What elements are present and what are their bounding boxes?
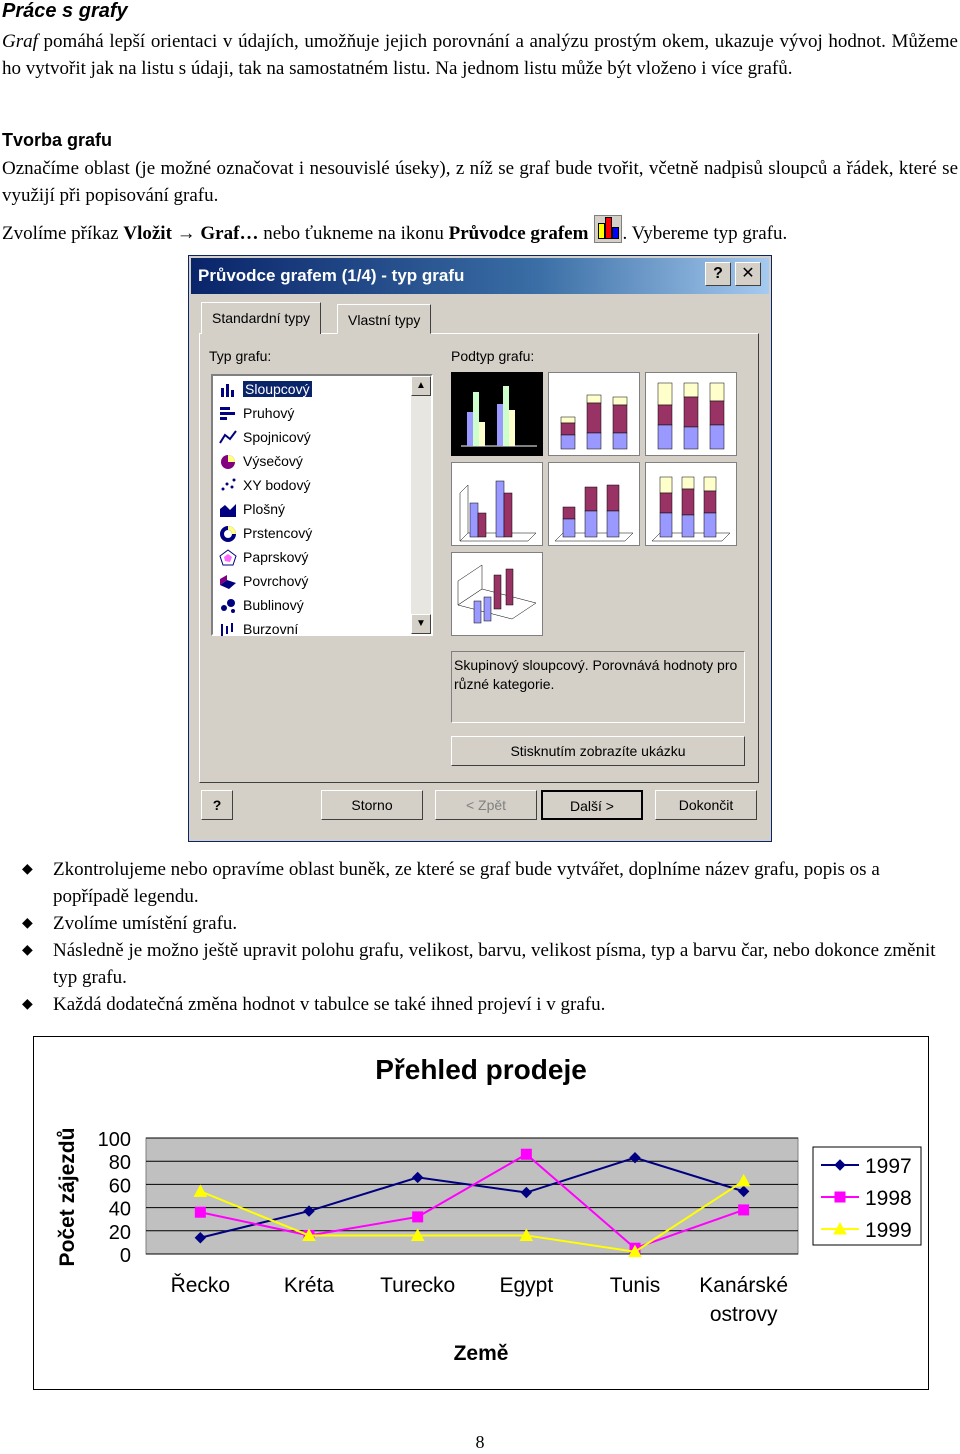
x-tick-label: Turecko xyxy=(380,1274,456,1297)
text2-a: Zvolíme příkaz xyxy=(2,223,124,244)
page-number: 8 xyxy=(475,1432,485,1452)
chart-title: Přehled prodeje xyxy=(375,1054,587,1085)
press-to-view-sample-button[interactable]: Stisknutím zobrazíte ukázku xyxy=(451,736,745,766)
area-chart-icon xyxy=(219,501,237,518)
intro-text: pomáhá lepší orientaci v údajích, umožňuje jejich porovnání a analýzu prostým okem, ukazuje vývoj hodnot. Můžeme ho vytvořit jak na listu s údaji, tak na samostatném listu. Na jednom listu může být vloženo i více grafů. xyxy=(2,31,958,79)
chart-type-label-text: Povrchový xyxy=(243,573,309,589)
back-button[interactable]: < Zpět xyxy=(435,790,537,820)
chart-type-label-text: Bublinový xyxy=(243,597,304,613)
data-point xyxy=(413,1212,423,1222)
chart-type-label-text: XY bodový xyxy=(243,477,311,493)
sales-chart xyxy=(33,1036,929,1390)
chart-wizard-dialog xyxy=(188,255,772,842)
page-heading: Práce s grafy xyxy=(2,0,128,22)
bar-chart-icon xyxy=(219,405,237,422)
dialog-title: Průvodce grafem (1/4) - typ grafu xyxy=(198,266,465,285)
data-point xyxy=(739,1205,749,1215)
list-item xyxy=(22,937,958,991)
chart-wizard-icon xyxy=(594,215,622,243)
sales-chart-svg xyxy=(34,1037,928,1389)
bubble-chart-icon xyxy=(219,597,237,614)
section-text-1: Označíme oblast (je možné označovat i nesouvislé úseky), z níž se graf bude tvořit, včetně nadpisů sloupců a řádek, které se využijí při popisování grafu. xyxy=(2,158,958,206)
clustered-column-icon xyxy=(453,374,541,454)
chart-type-label-text: Pruhový xyxy=(243,405,295,421)
legend-label: 1998 xyxy=(865,1187,912,1210)
chart-type-label-text: Plošný xyxy=(243,501,286,517)
chart-type-label-text: Prstencový xyxy=(243,525,313,541)
x-tick-label: Tunis xyxy=(609,1274,661,1297)
x-tick-label: Řecko xyxy=(170,1274,231,1297)
3d-clustered-column-icon xyxy=(452,463,542,545)
y-tick-label: 60 xyxy=(108,1175,131,1198)
surface-chart-icon xyxy=(219,573,237,590)
titlebar-close-button[interactable] xyxy=(735,262,761,286)
percent-stacked-column-icon xyxy=(646,373,736,455)
arrow: → xyxy=(171,223,201,244)
list-item xyxy=(22,910,958,937)
arrow-up-icon: ▲ xyxy=(416,380,426,391)
doughnut-chart-icon xyxy=(219,525,237,542)
diamond-bullet-icon: ◆ xyxy=(22,862,33,877)
y-tick-label: 100 xyxy=(97,1129,131,1151)
chart-type-item[interactable] xyxy=(215,474,411,498)
list-item-text: Následně je možno ještě upravit polohu grafu, velikost, barvu, velikost písma, typ a barvu čar, nebo dokonce změnit typ grafu. xyxy=(53,940,936,988)
cmd-chart: Graf… xyxy=(200,223,259,244)
chart-type-item[interactable] xyxy=(215,498,411,522)
scatter-chart-icon xyxy=(219,477,237,494)
subtype-3d-100-stacked-column[interactable] xyxy=(645,462,737,546)
plot-area xyxy=(146,1138,798,1254)
x-tick-label: Egypt xyxy=(499,1274,554,1297)
chart-type-scrollbar[interactable] xyxy=(411,376,431,634)
intro-lead: Graf xyxy=(2,31,38,52)
section-text-2 xyxy=(2,215,958,247)
y-tick-label: 80 xyxy=(108,1152,131,1175)
chart-type-item[interactable] xyxy=(215,426,411,450)
chart-type-item[interactable] xyxy=(215,402,411,426)
y-axis-label: Počet zájezdů xyxy=(56,1127,79,1267)
line-chart-icon xyxy=(219,429,237,446)
3d-column-icon xyxy=(452,553,542,635)
chart-type-item[interactable] xyxy=(215,570,411,594)
x-tick-label: Kréta xyxy=(283,1274,335,1297)
chart-type-item[interactable] xyxy=(215,618,411,642)
x-tick-label: Kanárské xyxy=(699,1274,789,1297)
cmd-chart-wizard: Průvodce grafem xyxy=(448,223,589,244)
finish-button[interactable]: Dokončit xyxy=(655,790,757,820)
chart-type-item[interactable] xyxy=(215,378,411,402)
titlebar-help-button[interactable]: ? xyxy=(705,262,731,286)
pie-chart-icon xyxy=(219,453,237,470)
scroll-down-button[interactable] xyxy=(411,614,431,634)
diamond-bullet-icon: ◆ xyxy=(22,916,33,931)
x-tick-label: ostrovy xyxy=(709,1303,778,1326)
close-icon: ✕ xyxy=(741,265,755,282)
subtype-description: Skupinový sloupcový. Porovnává hodnoty pro různé kategorie. xyxy=(451,651,745,723)
text2-c: . Vybereme typ grafu. xyxy=(622,223,788,244)
3d-percent-stacked-column-icon xyxy=(646,463,736,545)
intro-paragraph xyxy=(2,28,958,82)
tab-standard-types[interactable]: Standardní typy xyxy=(201,302,321,334)
chart-type-item[interactable] xyxy=(215,450,411,474)
help-button[interactable] xyxy=(201,790,233,820)
column-chart-icon xyxy=(219,381,237,398)
section-title: Tvorba grafu xyxy=(2,130,113,150)
tab-custom-types[interactable]: Vlastní typy xyxy=(337,304,431,334)
arrow-down-icon: ▼ xyxy=(416,618,426,629)
subtype-3d-clustered-column[interactable] xyxy=(451,462,543,546)
y-tick-label: 20 xyxy=(108,1221,131,1244)
x-axis-label: Země xyxy=(453,1342,509,1365)
chart-type-label-text: Burzovní xyxy=(243,621,299,637)
subtype-stacked-column[interactable] xyxy=(548,372,640,456)
chart-type-label-text: Spojnicový xyxy=(243,429,311,445)
list-item xyxy=(22,856,958,910)
chart-type-item[interactable] xyxy=(215,522,411,546)
chart-type-item[interactable] xyxy=(215,594,411,618)
y-tick-label: 40 xyxy=(108,1198,131,1221)
chart-type-label-text: Sloupcový xyxy=(245,381,310,397)
list-item-text: Zkontrolujeme nebo opravíme oblast buněk, ze které se graf bude vytvářet, doplníme název grafu, popis os a popřípadě legendu. xyxy=(53,859,880,907)
y-tick-label: 0 xyxy=(119,1245,131,1267)
help-icon: ? xyxy=(212,797,222,813)
list-item-text: Každá dodatečná změna hodnot v tabulce se také ihned projeví i v grafu. xyxy=(53,994,606,1015)
radar-chart-icon xyxy=(219,549,237,566)
subtype-100-stacked-column[interactable] xyxy=(645,372,737,456)
stock-chart-icon xyxy=(219,621,237,638)
chart-type-label-text: Výsečový xyxy=(243,453,303,469)
subtype-clustered-column[interactable] xyxy=(451,372,543,456)
diamond-bullet-icon: ◆ xyxy=(22,997,33,1012)
dialog-titlebar xyxy=(191,258,769,294)
next-button[interactable]: Další > xyxy=(541,790,643,820)
data-point xyxy=(195,1207,205,1217)
data-point xyxy=(521,1149,531,1159)
stacked-column-icon xyxy=(549,373,639,455)
chart-subtype-label xyxy=(451,348,534,364)
cancel-button[interactable]: Storno xyxy=(321,790,423,820)
chart-type-label-text: Paprskový xyxy=(243,549,309,565)
legend-swatch-marker xyxy=(835,1192,845,1202)
legend-label: 1999 xyxy=(865,1219,912,1242)
chart-type-list[interactable] xyxy=(211,374,433,636)
chart-type-label-text: Typ grafu: xyxy=(209,348,272,364)
steps-list xyxy=(22,856,958,1018)
subtype-3d-column[interactable] xyxy=(451,552,543,636)
diamond-bullet-icon: ◆ xyxy=(22,943,33,958)
scroll-up-button[interactable] xyxy=(411,376,431,396)
chart-subtype-label-text: Podtyp grafu: xyxy=(451,348,535,364)
3d-stacked-column-icon xyxy=(549,463,639,545)
chart-type-item[interactable] xyxy=(215,546,411,570)
chart-type-label xyxy=(209,348,271,364)
subtype-3d-stacked-column[interactable] xyxy=(548,462,640,546)
list-item xyxy=(22,991,958,1018)
chart-subtype-grid xyxy=(451,372,745,642)
list-item-text: Zvolíme umístění grafu. xyxy=(53,913,238,934)
legend-label: 1997 xyxy=(865,1155,912,1178)
text2-b: nebo ťukneme na ikonu xyxy=(258,223,449,244)
cmd-insert: Vložit xyxy=(123,223,172,244)
